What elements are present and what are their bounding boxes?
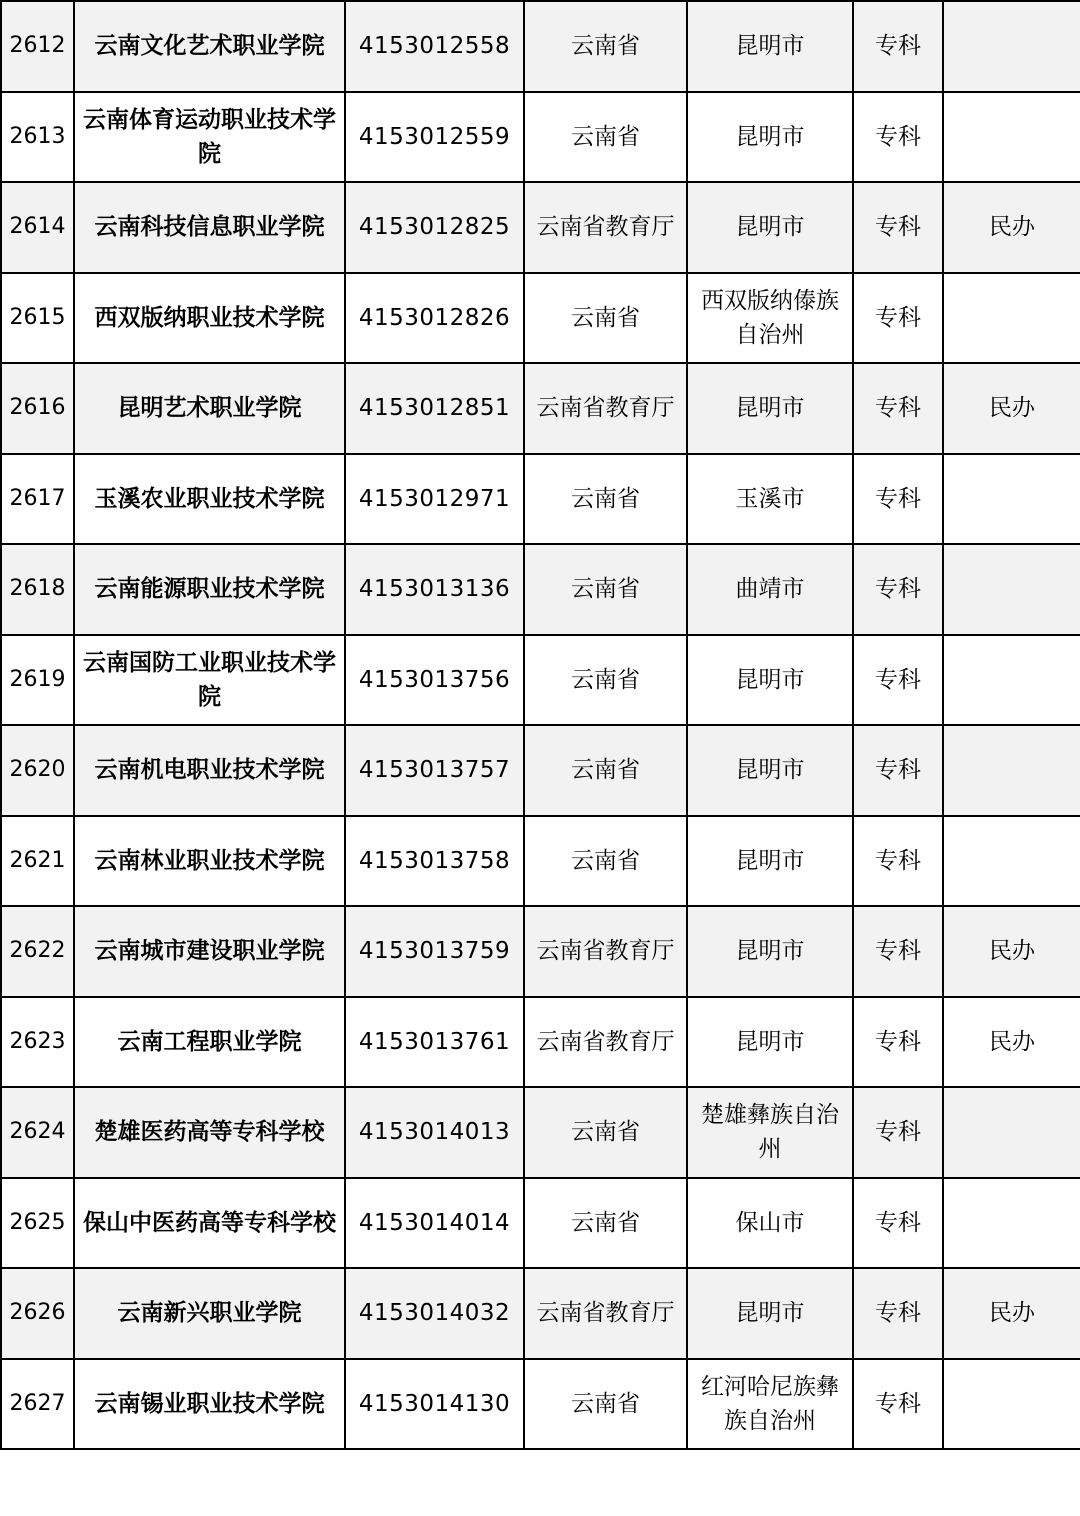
institution-code-cell: 4153012826 [345, 273, 524, 364]
row-number-cell: 2613 [1, 92, 74, 183]
remark-cell: 民办 [943, 997, 1080, 1088]
education-level-cell: 专科 [853, 906, 943, 997]
institution-code-cell: 4153012971 [345, 454, 524, 545]
row-number-cell: 2620 [1, 725, 74, 816]
education-level-cell: 专科 [853, 363, 943, 454]
location-city-cell: 昆明市 [687, 182, 853, 273]
remark-cell [943, 454, 1080, 545]
remark-cell: 民办 [943, 182, 1080, 273]
competent-authority-cell: 云南省 [524, 1087, 687, 1178]
table-row [1, 1268, 1080, 1359]
row-number-cell: 2612 [1, 1, 74, 92]
competent-authority-cell: 云南省 [524, 92, 687, 183]
education-level-cell: 专科 [853, 92, 943, 183]
competent-authority-cell: 云南省教育厅 [524, 363, 687, 454]
education-level-cell: 专科 [853, 725, 943, 816]
table-row [1, 273, 1080, 364]
table-row [1, 454, 1080, 545]
table-body [1, 1, 1080, 1449]
institution-name-cell: 保山中医药高等专科学校 [74, 1178, 345, 1269]
remark-cell [943, 635, 1080, 726]
institution-code-cell: 4153013756 [345, 635, 524, 726]
institution-name-cell: 云南工程职业学院 [74, 997, 345, 1088]
institution-name-cell: 云南锡业职业技术学院 [74, 1359, 345, 1450]
row-number-cell: 2627 [1, 1359, 74, 1450]
table-row [1, 363, 1080, 454]
institution-name-cell: 云南城市建设职业学院 [74, 906, 345, 997]
table-row [1, 1087, 1080, 1178]
education-level-cell: 专科 [853, 544, 943, 635]
education-level-cell: 专科 [853, 182, 943, 273]
institution-code-cell: 4153012825 [345, 182, 524, 273]
table-row [1, 635, 1080, 726]
remark-cell: 民办 [943, 1268, 1080, 1359]
education-level-cell: 专科 [853, 816, 943, 907]
institution-code-cell: 4153013758 [345, 816, 524, 907]
institution-name-cell: 云南科技信息职业学院 [74, 182, 345, 273]
location-city-cell: 保山市 [687, 1178, 853, 1269]
institution-name-cell: 昆明艺术职业学院 [74, 363, 345, 454]
location-city-cell: 昆明市 [687, 635, 853, 726]
table-row [1, 997, 1080, 1088]
remark-cell [943, 1087, 1080, 1178]
row-number-cell: 2614 [1, 182, 74, 273]
row-number-cell: 2622 [1, 906, 74, 997]
table-row [1, 1359, 1080, 1450]
row-number-cell: 2624 [1, 1087, 74, 1178]
education-level-cell: 专科 [853, 1359, 943, 1450]
institution-code-cell: 4153013757 [345, 725, 524, 816]
remark-cell [943, 1, 1080, 92]
education-level-cell: 专科 [853, 997, 943, 1088]
location-city-cell: 昆明市 [687, 997, 853, 1088]
institution-code-cell: 4153014130 [345, 1359, 524, 1450]
education-level-cell: 专科 [853, 454, 943, 545]
institution-name-cell: 云南能源职业技术学院 [74, 544, 345, 635]
competent-authority-cell: 云南省教育厅 [524, 182, 687, 273]
competent-authority-cell: 云南省 [524, 273, 687, 364]
location-city-cell: 昆明市 [687, 363, 853, 454]
institution-name-cell: 云南机电职业技术学院 [74, 725, 345, 816]
table-row [1, 1, 1080, 92]
location-city-cell: 西双版纳傣族自治州 [687, 273, 853, 364]
institution-code-cell: 4153014013 [345, 1087, 524, 1178]
competent-authority-cell: 云南省 [524, 1, 687, 92]
table-row [1, 1178, 1080, 1269]
competent-authority-cell: 云南省 [524, 725, 687, 816]
competent-authority-cell: 云南省教育厅 [524, 997, 687, 1088]
table-row [1, 906, 1080, 997]
institution-code-cell: 4153014032 [345, 1268, 524, 1359]
location-city-cell: 楚雄彝族自治州 [687, 1087, 853, 1178]
institution-name-cell: 云南体育运动职业技术学院 [74, 92, 345, 183]
location-city-cell: 昆明市 [687, 725, 853, 816]
remark-cell: 民办 [943, 906, 1080, 997]
institution-code-cell: 4153012558 [345, 1, 524, 92]
remark-cell: 民办 [943, 363, 1080, 454]
education-level-cell: 专科 [853, 1178, 943, 1269]
row-number-cell: 2615 [1, 273, 74, 364]
competent-authority-cell: 云南省教育厅 [524, 906, 687, 997]
location-city-cell: 昆明市 [687, 1268, 853, 1359]
institution-name-cell: 玉溪农业职业技术学院 [74, 454, 345, 545]
education-level-cell: 专科 [853, 1268, 943, 1359]
row-number-cell: 2619 [1, 635, 74, 726]
remark-cell [943, 92, 1080, 183]
competent-authority-cell: 云南省教育厅 [524, 1268, 687, 1359]
row-number-cell: 2616 [1, 363, 74, 454]
competent-authority-cell: 云南省 [524, 454, 687, 545]
institution-name-cell: 西双版纳职业技术学院 [74, 273, 345, 364]
location-city-cell: 昆明市 [687, 906, 853, 997]
competent-authority-cell: 云南省 [524, 1359, 687, 1450]
remark-cell [943, 273, 1080, 364]
competent-authority-cell: 云南省 [524, 816, 687, 907]
institution-code-cell: 4153013759 [345, 906, 524, 997]
remark-cell [943, 1178, 1080, 1269]
table-row [1, 725, 1080, 816]
institution-name-cell: 楚雄医药高等专科学校 [74, 1087, 345, 1178]
education-level-cell: 专科 [853, 635, 943, 726]
row-number-cell: 2618 [1, 544, 74, 635]
location-city-cell: 红河哈尼族彝族自治州 [687, 1359, 853, 1450]
location-city-cell: 昆明市 [687, 1, 853, 92]
location-city-cell: 玉溪市 [687, 454, 853, 545]
location-city-cell: 昆明市 [687, 816, 853, 907]
education-level-cell: 专科 [853, 1, 943, 92]
table-row [1, 182, 1080, 273]
location-city-cell: 曲靖市 [687, 544, 853, 635]
competent-authority-cell: 云南省 [524, 635, 687, 726]
institution-code-cell: 4153013136 [345, 544, 524, 635]
institution-name-cell: 云南新兴职业学院 [74, 1268, 345, 1359]
institution-name-cell: 云南国防工业职业技术学院 [74, 635, 345, 726]
institution-code-cell: 4153014014 [345, 1178, 524, 1269]
row-number-cell: 2626 [1, 1268, 74, 1359]
row-number-cell: 2623 [1, 997, 74, 1088]
institution-code-cell: 4153012559 [345, 92, 524, 183]
table-row [1, 816, 1080, 907]
institution-name-cell: 云南文化艺术职业学院 [74, 1, 345, 92]
education-level-cell: 专科 [853, 273, 943, 364]
institution-code-cell: 4153012851 [345, 363, 524, 454]
remark-cell [943, 816, 1080, 907]
remark-cell [943, 725, 1080, 816]
institution-name-cell: 云南林业职业技术学院 [74, 816, 345, 907]
education-level-cell: 专科 [853, 1087, 943, 1178]
remark-cell [943, 544, 1080, 635]
row-number-cell: 2625 [1, 1178, 74, 1269]
remark-cell [943, 1359, 1080, 1450]
competent-authority-cell: 云南省 [524, 544, 687, 635]
table-row [1, 92, 1080, 183]
table-row [1, 544, 1080, 635]
institution-code-cell: 4153013761 [345, 997, 524, 1088]
row-number-cell: 2617 [1, 454, 74, 545]
competent-authority-cell: 云南省 [524, 1178, 687, 1269]
row-number-cell: 2621 [1, 816, 74, 907]
location-city-cell: 昆明市 [687, 92, 853, 183]
